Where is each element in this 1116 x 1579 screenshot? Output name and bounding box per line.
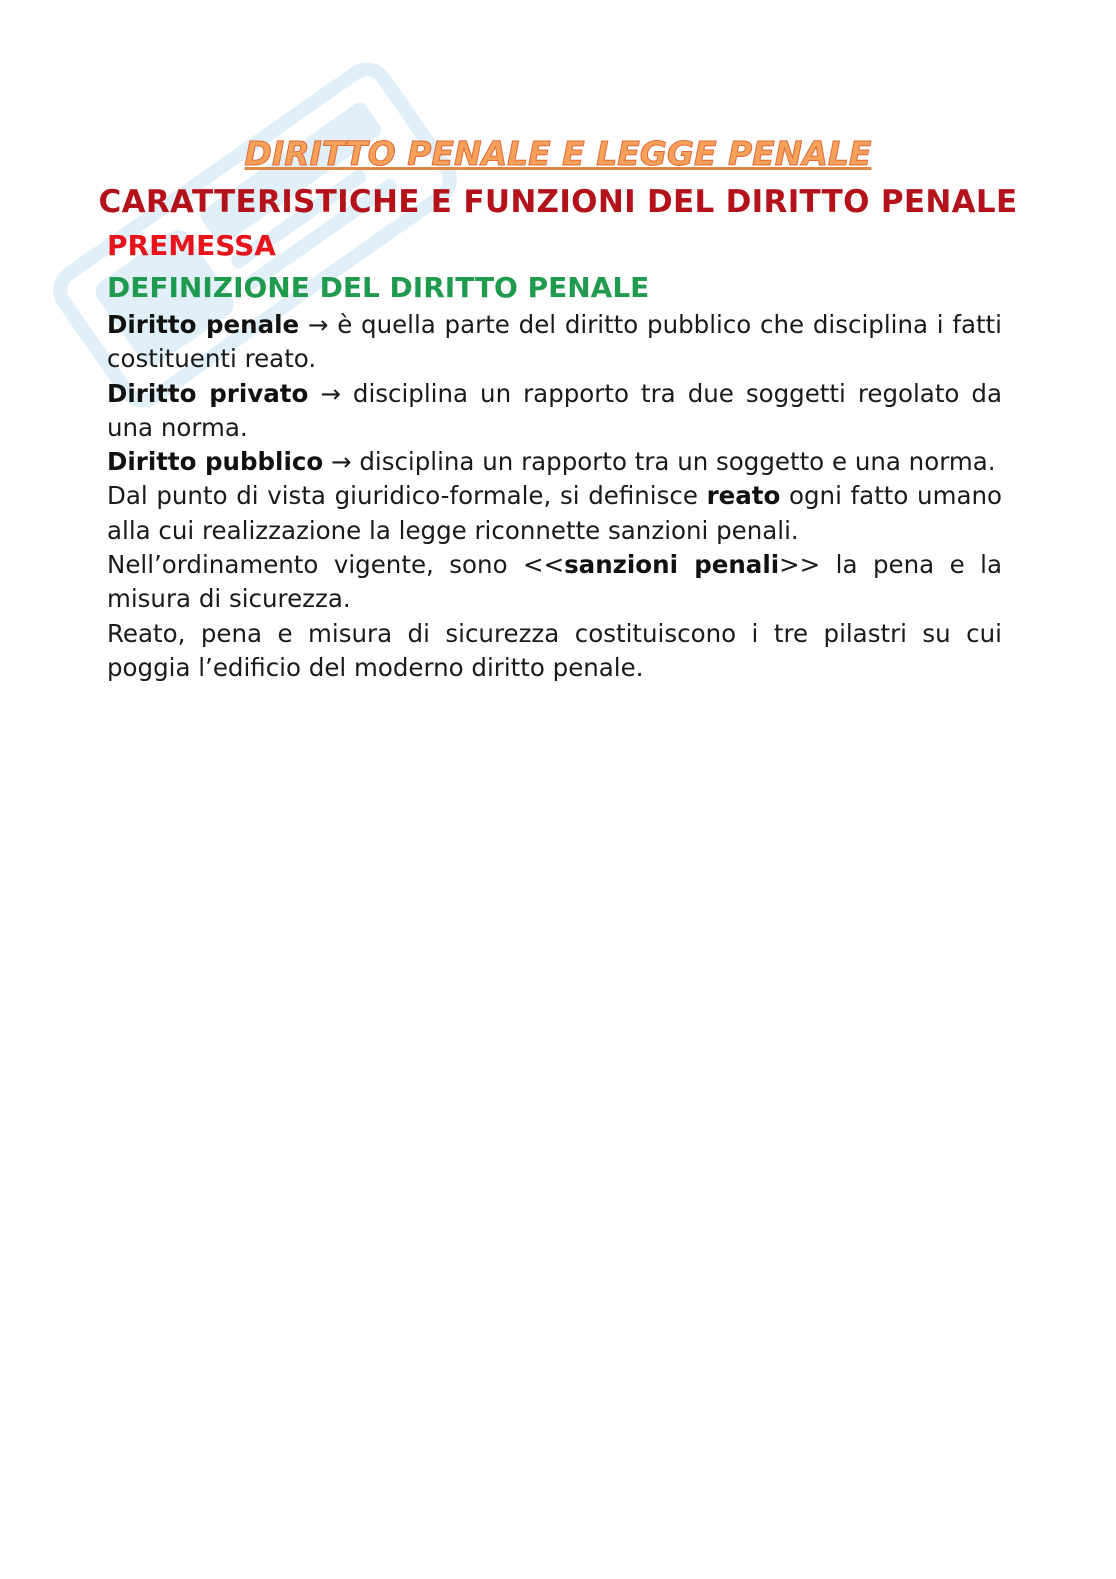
body-text (107, 308, 1002, 685)
paragraph-pilastri (107, 617, 1002, 686)
text-segment: Dal punto di vista giuridico-formale, si definisce (107, 481, 707, 511)
arrow-icon: → (307, 310, 329, 339)
term-diritto-pubblico: Diritto pubblico (107, 447, 324, 477)
term-sanzioni-penali: sanzioni penali (564, 550, 780, 580)
text-segment: >> la pena e la misura di sicurezza. (107, 550, 1003, 614)
term-diritto-penale: Diritto penale (107, 310, 300, 339)
paragraph-diritto-privato (107, 377, 1002, 446)
definition-text: è quella parte del diritto pubblico che disciplina i fatti costituenti reato. (107, 310, 1002, 374)
term-diritto-privato: Diritto privato (107, 378, 309, 408)
paragraph-reato (107, 479, 1002, 548)
arrow-icon: → (320, 378, 341, 408)
definition-text: disciplina un rapporto tra un soggetto e una norma. (359, 447, 996, 477)
text-segment: Nell’ordinamento vigente, sono << (107, 550, 565, 580)
paragraph-sanzioni-penali (107, 548, 1002, 617)
arrow-icon: → (331, 447, 352, 477)
document-title: DIRITTO PENALE E LEGGE PENALE (244, 134, 872, 173)
text-segment: ogni fatto umano alla cui realizzazione la legge riconnette sanzioni penali. (107, 481, 1002, 545)
section-heading-definizione: DEFINIZIONE DEL DIRITTO PENALE (107, 271, 650, 304)
definition-text: disciplina un rapporto tra due soggetti regolato da una norma. (107, 378, 1002, 442)
document-subtitle: CARATTERISTICHE E FUNZIONI DEL DIRITTO PENALE (98, 184, 1018, 220)
section-heading-premessa: PREMESSA (107, 229, 276, 262)
paragraph-diritto-penale (107, 308, 1002, 377)
paragraph-diritto-pubblico (107, 445, 1002, 479)
text-segment: Reato, pena e misura di sicurezza costituiscono i tre pilastri su cui poggia l’edificio del moderno diritto penale. (107, 618, 1002, 682)
term-reato: reato (706, 481, 781, 511)
